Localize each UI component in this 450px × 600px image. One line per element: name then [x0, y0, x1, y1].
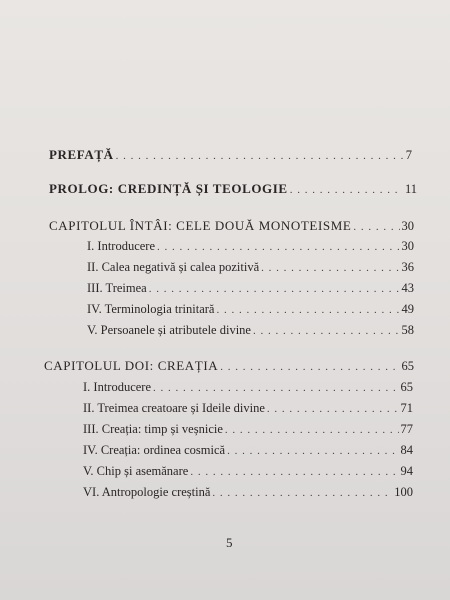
toc-section: [87, 239, 414, 254]
toc-section-label: III. Creația: timp și veșnicie: [83, 422, 223, 436]
toc-entry-label: PROLOG: CREDINȚĂ ȘI TEOLOGIE: [49, 181, 288, 196]
toc-entry-page: 7: [405, 148, 412, 162]
toc-leader-dots: [290, 184, 403, 196]
toc-section: [83, 401, 413, 416]
toc-section-label: VI. Antropologie creștină: [83, 485, 211, 499]
toc-chapter-page: 30: [401, 219, 414, 233]
toc-section-page: 30: [401, 239, 414, 253]
toc-leader-dots: [261, 262, 399, 274]
toc-leader-dots: [227, 445, 398, 457]
toc-section-page: 71: [400, 401, 413, 415]
toc-section: [83, 464, 413, 479]
toc-section: [83, 443, 413, 458]
toc-entry-label: PREFAȚĂ: [49, 147, 114, 162]
toc-chapter-page: 65: [401, 359, 414, 373]
toc-section: [83, 380, 413, 395]
toc-section-label: V. Chip și asemănare: [83, 464, 189, 478]
toc-leader-dots: [157, 241, 399, 253]
toc-chapter-1: [49, 218, 414, 234]
toc-section-label: II. Treimea creatoare și Ideile divine: [83, 401, 265, 415]
toc-section-label: V. Persoanele și atributele divine: [87, 323, 251, 337]
toc-section: [87, 281, 414, 296]
toc-leader-dots: [267, 403, 399, 415]
toc-entry-page: 11: [404, 182, 417, 196]
toc-section-page: 100: [394, 485, 413, 499]
toc-leader-dots: [153, 382, 398, 394]
toc-chapter-2: [44, 358, 414, 374]
toc-section: [83, 422, 413, 437]
toc-chapter-label: CAPITOLUL DOI: CREAȚIA: [44, 358, 219, 373]
toc-leader-dots: [253, 325, 400, 337]
page-number: 5: [226, 535, 233, 550]
toc-section-page: 94: [400, 464, 413, 478]
toc-entry-prefata: [49, 147, 412, 163]
toc-section-page: 77: [400, 422, 413, 436]
toc-section-page: 36: [401, 260, 414, 274]
toc-section-page: 43: [401, 281, 414, 295]
toc-leader-dots: [225, 424, 399, 436]
toc-section: [87, 302, 414, 317]
toc-section-page: 65: [400, 380, 413, 394]
toc-section-label: I. Introducere: [87, 239, 156, 253]
toc-section-label: I. Introducere: [83, 380, 152, 394]
toc-leader-dots: [116, 150, 404, 162]
toc-leader-dots: [353, 221, 399, 233]
toc-leader-dots: [220, 361, 399, 373]
toc-section: [87, 260, 414, 275]
toc-chapter-label: CAPITOLUL ÎNTÂI: CELE DOUĂ MONOTEISME: [49, 218, 352, 233]
toc-section: [87, 323, 414, 338]
toc-leader-dots: [149, 283, 400, 295]
toc-section-page: 58: [401, 323, 414, 337]
toc-section-page: 84: [400, 443, 413, 457]
toc-section-label: II. Calea negativă și calea pozitivă: [87, 260, 260, 274]
toc-section-label: III. Treimea: [87, 281, 147, 295]
toc-section: [83, 485, 413, 500]
toc-entry-prolog: [49, 181, 417, 197]
toc-section-page: 49: [401, 302, 414, 316]
toc-leader-dots: [212, 487, 392, 499]
toc-section-label: IV. Creația: ordinea cosmică: [83, 443, 226, 457]
toc-section-label: IV. Terminologia trinitară: [87, 302, 215, 316]
toc-leader-dots: [190, 466, 398, 478]
toc-leader-dots: [216, 304, 399, 316]
